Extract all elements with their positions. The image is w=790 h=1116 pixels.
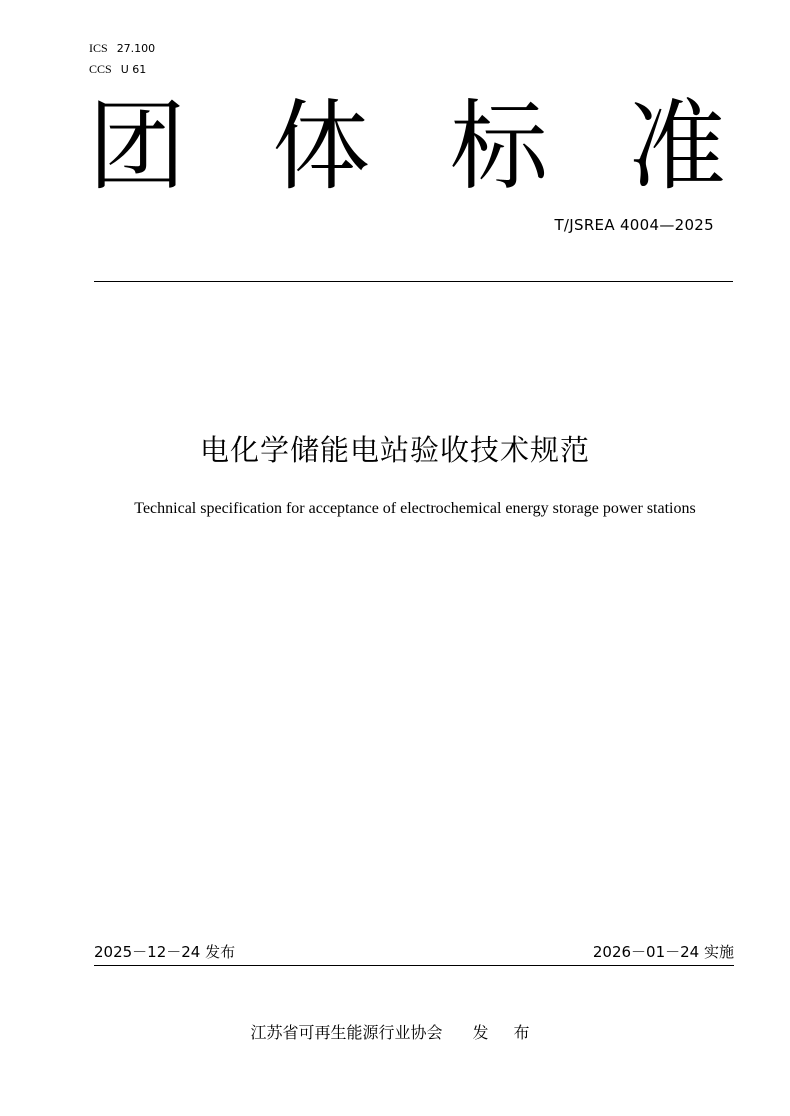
ccs-code: U 61 [120,63,147,76]
ccs-row [89,59,155,80]
issue-date: 2025－12－24 发布 [94,943,236,961]
implementation-date: 2026－01－24 实施 [592,943,734,961]
document-title-english: Technical specification for acceptance of electrochemical energy storage power stations [134,500,696,517]
bottom-divider [94,965,734,966]
standard-type-char-2: 体 [272,90,371,204]
standard-type-char-4: 准 [628,90,727,204]
standard-number: T/JSREA 4004—2025 [554,216,714,234]
top-divider [94,281,733,282]
publisher-line [0,1020,790,1043]
publisher-action: 发 布 [472,1023,540,1042]
classification-codes [89,38,155,80]
ics-label: ICS [89,41,108,55]
standard-type-char-3: 标 [450,90,549,204]
standard-type-char-1: 团 [88,90,187,204]
publisher-name: 江苏省可再生能源行业协会 [250,1023,443,1042]
ics-code: 27.100 [116,42,156,55]
document-title-chinese: 电化学储能电站验收技术规范 [199,433,590,467]
ics-row [89,38,155,59]
ccs-label: CCS [89,62,112,76]
